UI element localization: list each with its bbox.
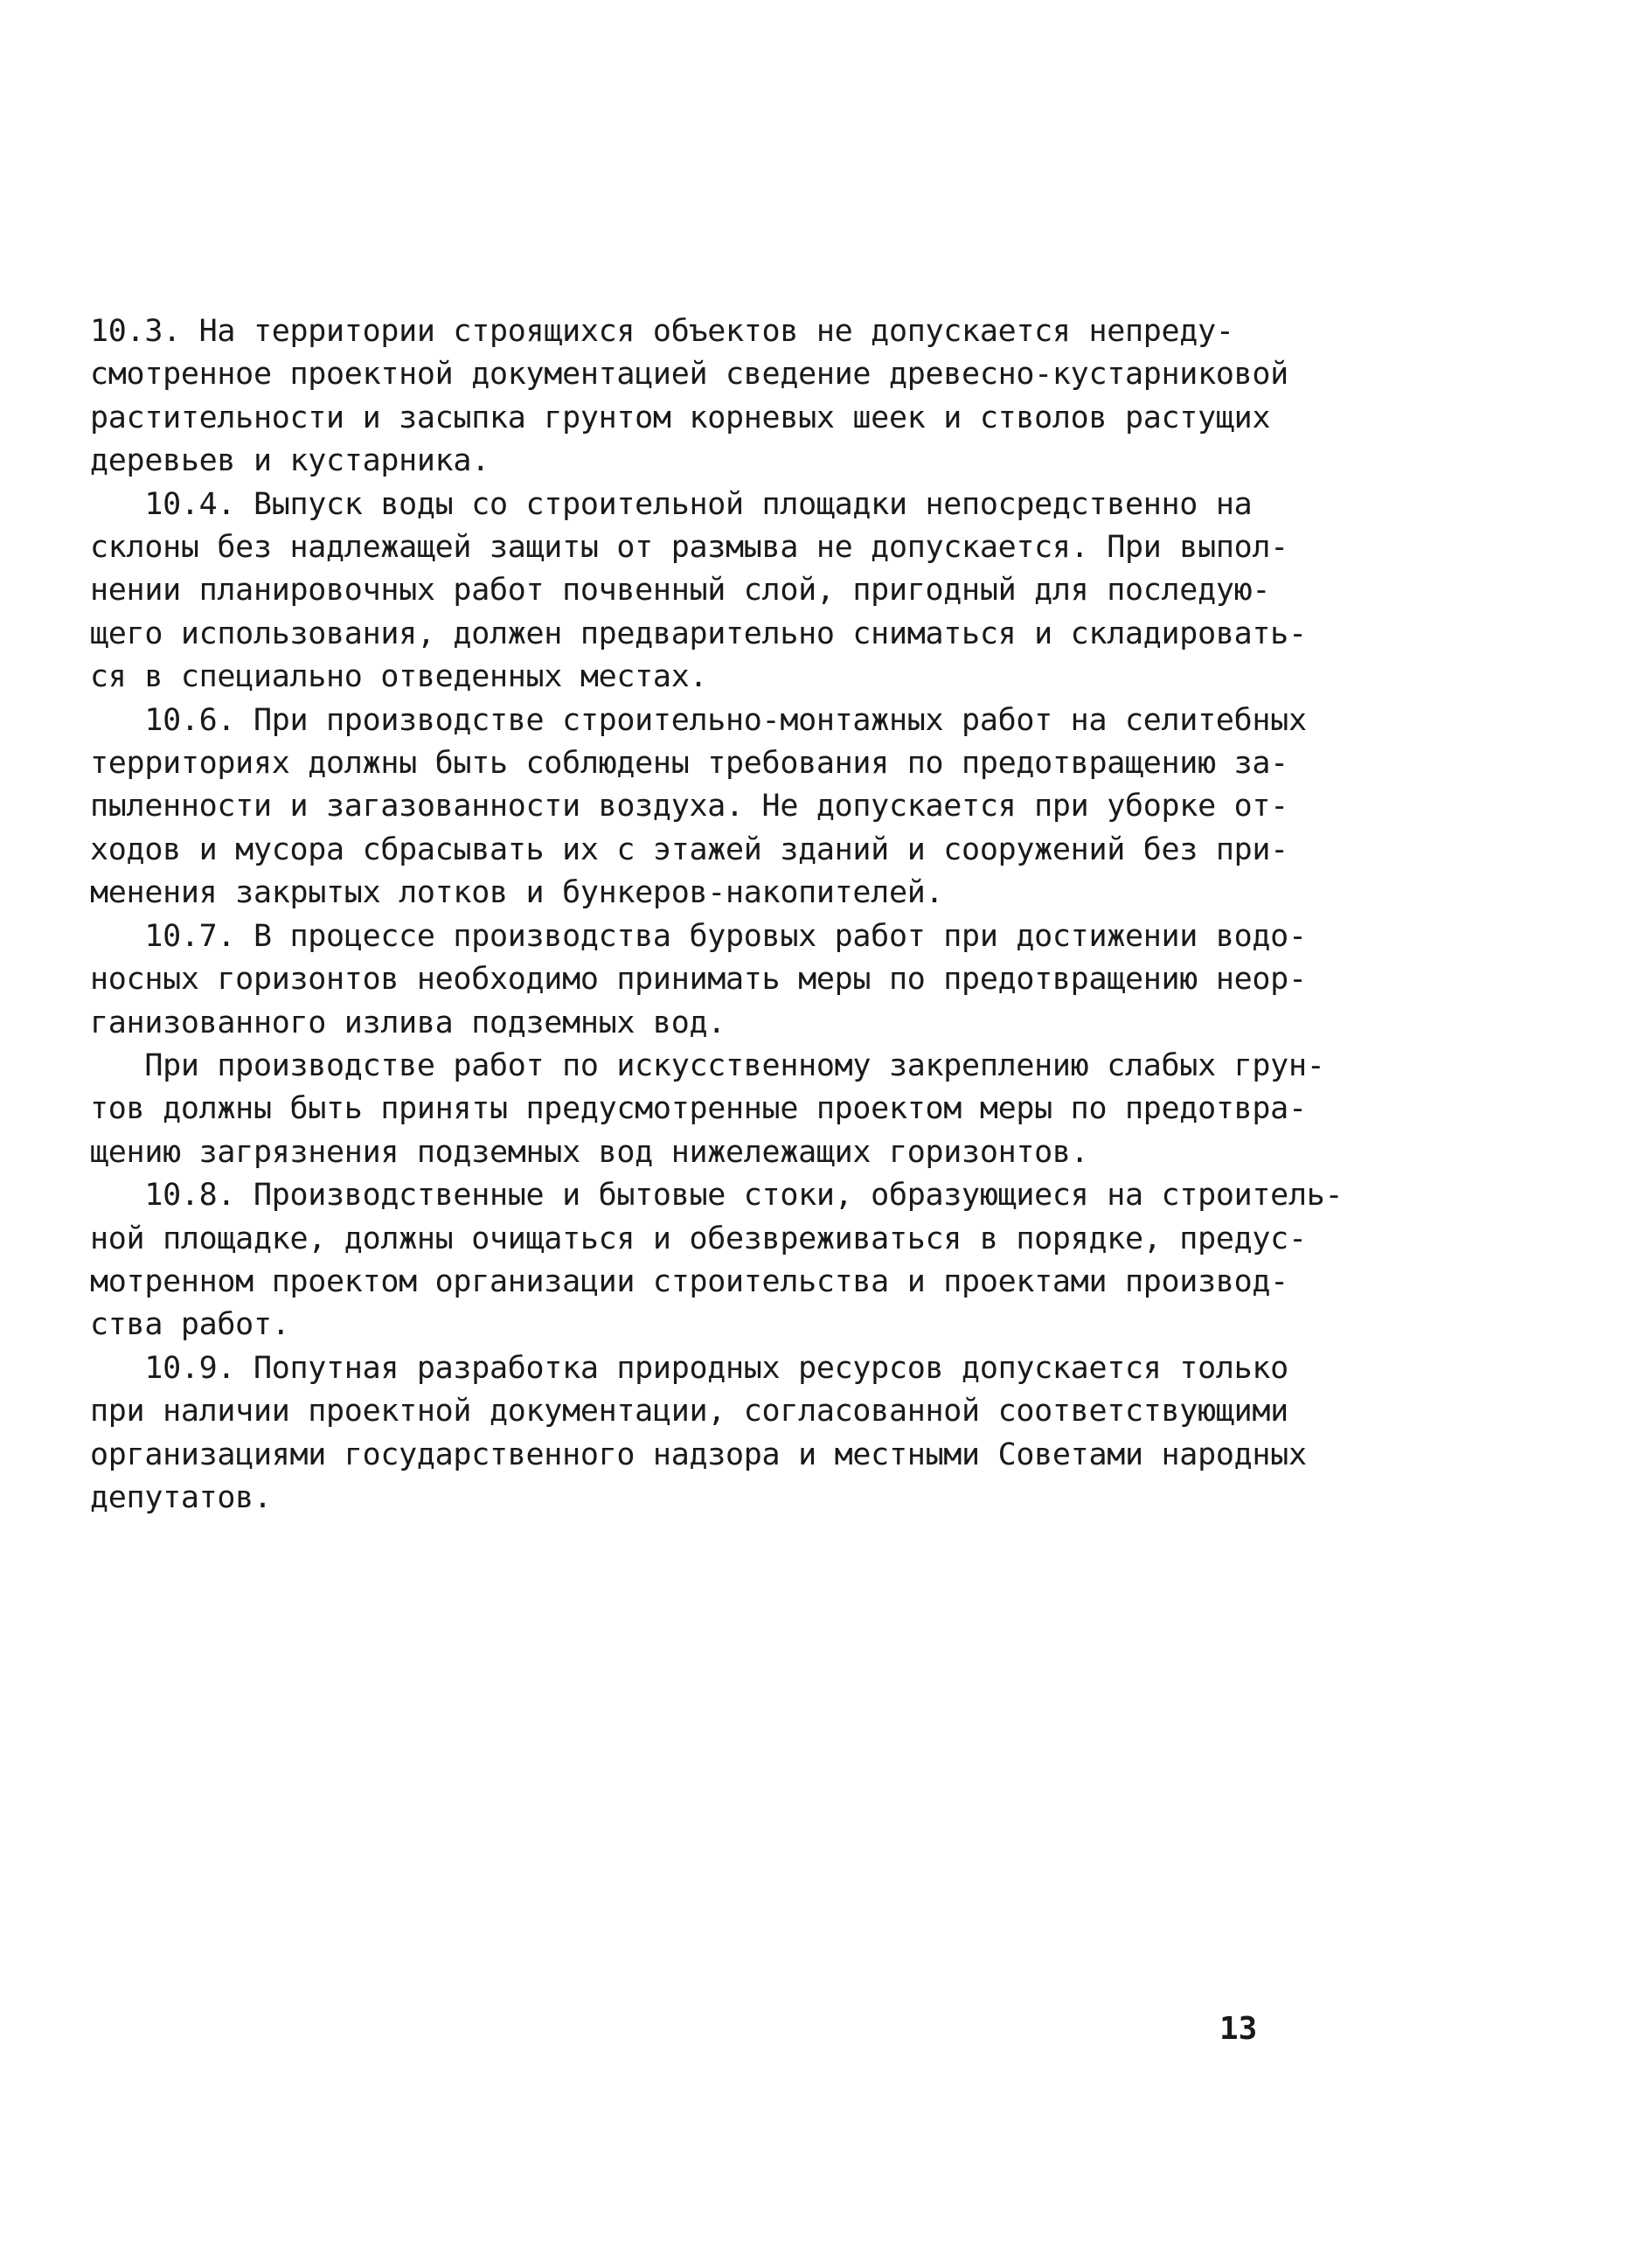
text-line: щению загрязнения подземных вод нижележащих горизонтов. (90, 1134, 1089, 1170)
text-line: ся в специально отведенных местах. (90, 659, 708, 695)
text-line: склоны без надлежащей защиты от размыва не допускается. При выпол- (90, 530, 1288, 566)
text-line: носных горизонтов необходимо принимать меры по предотвращению неор- (90, 962, 1307, 998)
body-text (90, 310, 1344, 1520)
text-line: 10.4. Выпуск воды со строительной площадки непосредственно на (90, 486, 1253, 522)
text-line: щего использования, должен предварительно сниматься и складировать- (90, 616, 1307, 651)
text-line: ходов и мусора сбрасывать их с этажей зданий и сооружений без при- (90, 831, 1288, 867)
text-line: 10.6. При производстве строительно-монтажных работ на селитебных (90, 702, 1307, 738)
text-line: ганизованного излива подземных вод. (90, 1005, 726, 1040)
text-line: растительности и засыпка грунтом корневых шеек и стволов растущих (90, 400, 1271, 435)
text-line: ной площадке, должны очищаться и обезвреживаться в порядке, предус- (90, 1221, 1307, 1256)
text-line: мотренном проектом организации строительства и проектами производ- (90, 1263, 1288, 1299)
text-line: нении планировочных работ почвенный слой, пригодный для последую- (90, 573, 1271, 609)
text-line: депутатов. (90, 1479, 272, 1515)
text-line: пыленности и загазованности воздуха. Не допускается при уборке от- (90, 789, 1288, 824)
text-line: ства работ. (90, 1307, 290, 1343)
text-line: тов должны быть приняты предусмотренные проектом меры по предотвра- (90, 1091, 1307, 1127)
text-line: менения закрытых лотков и бункеров-накопителей. (90, 875, 944, 911)
text-line: 10.8. Производственные и бытовые стоки, образующиеся на строитель- (90, 1178, 1344, 1214)
text-line: При производстве работ по искусственному закреплению слабых грун- (90, 1047, 1325, 1083)
text-line: территориях должны быть соблюдены требования по предотвращению за- (90, 746, 1288, 782)
page-number: 13 (1219, 2011, 1258, 2047)
text-line: 10.9. Попутная разработка природных ресурсов допускается только (90, 1350, 1288, 1386)
text-line: смотренное проектной документацией сведение древесно-кустарниковой (90, 357, 1288, 393)
text-line: деревьев и кустарника. (90, 443, 490, 479)
text-line: при наличии проектной документации, согласованной соответствующими (90, 1394, 1288, 1430)
text-line: 10.7. В процессе производства буровых работ при достижении водо- (90, 918, 1307, 954)
text-line: организациями государственного надзора и местными Советами народных (90, 1437, 1307, 1472)
text-line: 10.3. На территории строящихся объектов не допускается непреду- (90, 314, 1234, 349)
